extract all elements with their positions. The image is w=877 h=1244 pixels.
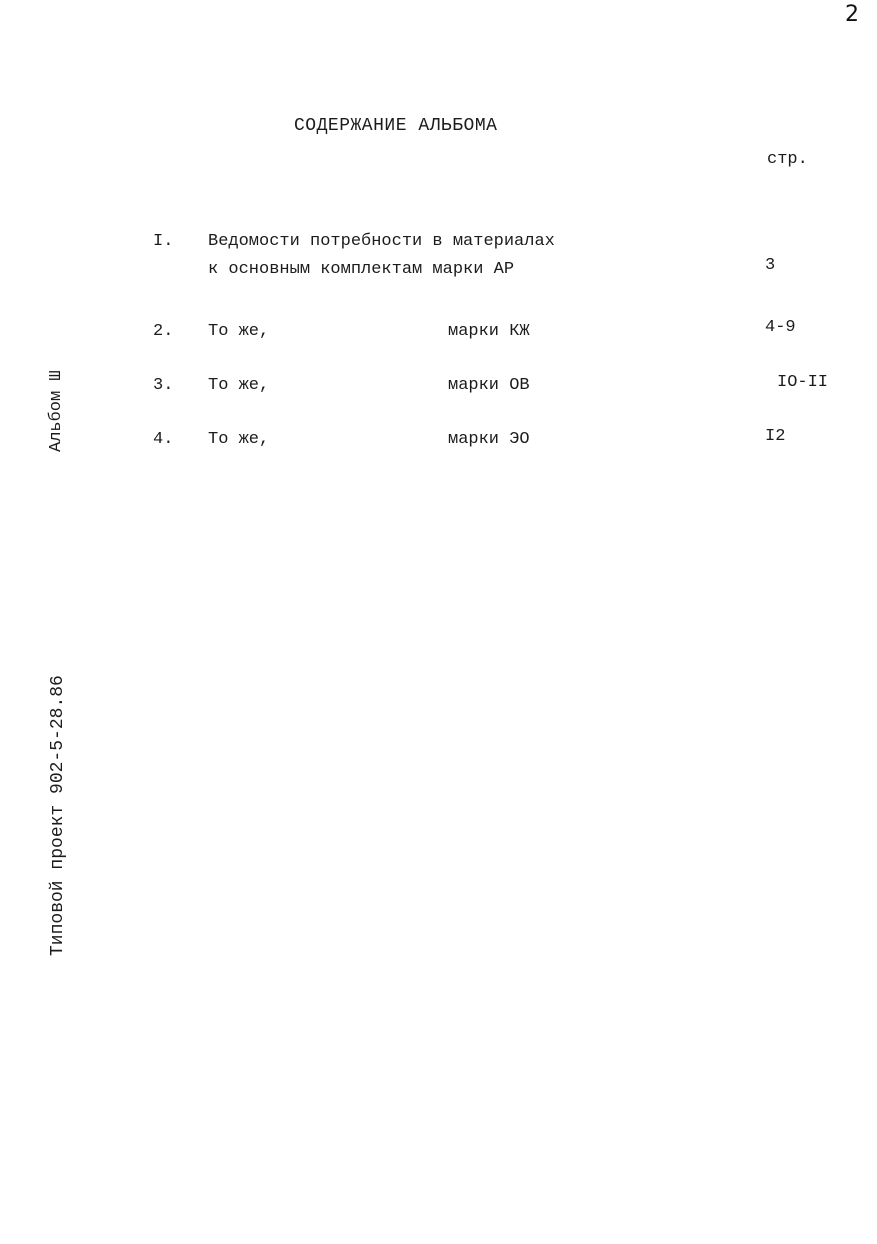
entry-number: 2.	[153, 322, 174, 341]
entry-number: 4.	[153, 430, 174, 449]
entry-text: То же,	[208, 430, 270, 449]
side-album-label: Альбом Ш	[47, 370, 66, 452]
toc-entry-1	[153, 232, 853, 284]
entry-mark: марки ОВ	[448, 376, 530, 395]
page-title: СОДЕРЖАНИЕ АЛЬБОМА	[294, 116, 498, 136]
toc-entry-2	[153, 318, 853, 346]
entry-text-line1: Ведомости потребности в материалах	[208, 232, 555, 251]
entry-text: То же,	[208, 376, 270, 395]
entry-text-line2: к основным комплектам марки АР	[208, 260, 515, 279]
entry-page: I2	[765, 427, 786, 446]
page-number: 2	[845, 2, 859, 27]
page-column-header: стр.	[767, 150, 808, 169]
entry-text: То же,	[208, 322, 270, 341]
side-project-label: Типовой проект 902-5-28.86	[48, 675, 68, 956]
entry-page: IO-II	[777, 373, 829, 392]
entry-mark: марки ЭО	[448, 430, 530, 449]
entry-page: 4-9	[765, 318, 796, 337]
entry-page: 3	[765, 256, 776, 275]
entry-number: 3.	[153, 376, 174, 395]
entry-number: I.	[153, 232, 174, 251]
entry-mark: марки КЖ	[448, 322, 530, 341]
toc-entry-3	[153, 373, 853, 400]
toc-entry-4	[153, 427, 853, 454]
